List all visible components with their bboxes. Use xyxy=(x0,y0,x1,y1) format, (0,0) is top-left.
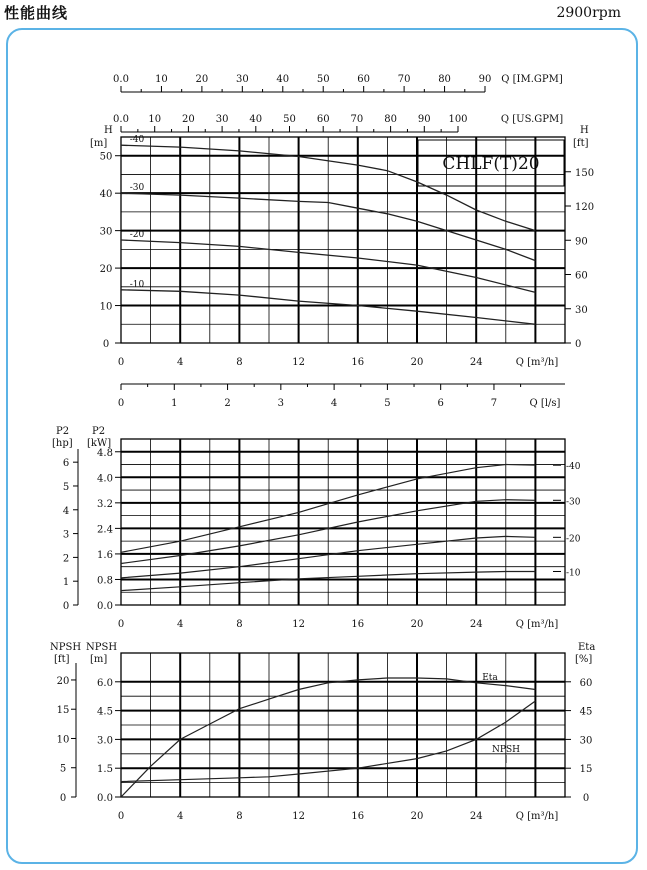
im-gpm-tick-label: 0.0 xyxy=(113,74,129,85)
ls-tick-label: 3 xyxy=(277,398,285,409)
power-kw-unit: [kW] xyxy=(87,438,112,449)
npsh-ft-letter: NPSH xyxy=(50,642,82,653)
us-gpm-tick-label: 100 xyxy=(448,114,468,125)
eta-tick-label: 60 xyxy=(579,677,593,689)
eta-tick-label: 15 xyxy=(579,764,593,776)
ls-tick-label: 6 xyxy=(437,398,444,409)
power-kw-tick-label: 0.0 xyxy=(97,601,113,612)
eta-letter: Eta xyxy=(578,642,596,653)
power-xtick-label: 0 xyxy=(117,619,125,630)
npsh-ft-tick-label: 20 xyxy=(56,675,70,687)
power-xtick-label: 8 xyxy=(236,619,243,630)
power-kw-letter: P2 xyxy=(92,426,106,437)
power-hp-tick-label: 0 xyxy=(62,601,70,612)
npsh-xtick-label: 24 xyxy=(469,811,483,822)
us-gpm-tick-label: 0.0 xyxy=(113,114,129,125)
power-kw-tick-label: 3.2 xyxy=(97,498,113,510)
power-hp-tick-label: 4 xyxy=(62,505,70,517)
npsh-ft-tick-label: 5 xyxy=(59,763,67,775)
head-ytick-label: 20 xyxy=(99,264,113,276)
npsh-ft-tick-label: 10 xyxy=(56,734,70,746)
npsh-m-tick-label: 3.0 xyxy=(97,735,113,747)
us-gpm-tick-label: 60 xyxy=(316,114,330,125)
head-ytick-label: 40 xyxy=(99,189,113,201)
power-xtick-label: 20 xyxy=(410,619,424,630)
us-gpm-tick-label: 20 xyxy=(182,114,195,125)
ls-tick-label: 7 xyxy=(490,398,498,409)
npsh-m-tick-label: 4.5 xyxy=(97,706,113,718)
head-xlabel: Q [m³/h] xyxy=(515,357,559,368)
eta-curve-label: Eta xyxy=(482,673,498,683)
head-yright-tick-label: 60 xyxy=(575,270,588,282)
power-hp-tick-label: 6 xyxy=(62,458,70,470)
npsh-m-letter: NPSH xyxy=(86,642,118,653)
power-hp-unit: [hp] xyxy=(52,438,73,449)
head-xtick-label: 4 xyxy=(177,357,184,368)
power-kw-tick-label: 4.0 xyxy=(97,473,113,485)
head-yright-unit: [ft] xyxy=(573,138,589,149)
ls-tick-label: 2 xyxy=(224,398,231,409)
head-xtick-label: 0 xyxy=(117,357,125,368)
im-gpm-tick-label: 90 xyxy=(478,74,492,85)
power-kw-tick-label: 2.4 xyxy=(97,524,113,536)
us-gpm-tick-label: 70 xyxy=(350,114,364,125)
npsh-m-tick-label: 0.0 xyxy=(97,793,113,804)
npsh-ft-unit: [ft] xyxy=(54,654,70,665)
head-yright-tick-label: 30 xyxy=(575,304,588,316)
power-xtick-label: 16 xyxy=(351,619,365,630)
us-gpm-tick-label: 90 xyxy=(417,114,431,125)
im-gpm-tick-label: 20 xyxy=(195,74,209,85)
im-gpm-tick-label: 10 xyxy=(155,74,168,85)
power-kw-tick-label: 4.8 xyxy=(97,447,113,459)
power-kw-tick-label: 0.8 xyxy=(97,575,113,587)
rated-speed-label: 2900rpm xyxy=(556,5,621,21)
npsh-xtick-label: 4 xyxy=(177,811,184,822)
power-curve-label: -40 xyxy=(566,462,581,473)
power-curve-label: -20 xyxy=(566,534,581,545)
ls-tick-label: 4 xyxy=(330,398,338,409)
head-ytick-label: 50 xyxy=(99,151,113,163)
power-hp-tick-label: 5 xyxy=(62,481,70,493)
head-curve-label: -40 xyxy=(129,135,145,146)
head-xtick-label: 8 xyxy=(236,357,243,368)
eta-tick-label: 45 xyxy=(579,706,593,718)
head-ylabel-letter: H xyxy=(104,125,113,136)
power-xtick-label: 4 xyxy=(177,619,184,630)
ls-tick-label: 0 xyxy=(117,398,125,409)
us-gpm-tick-label: 40 xyxy=(249,114,263,125)
npsh-xtick-label: 0 xyxy=(117,811,125,822)
model-label: CHLF(T)20 xyxy=(442,154,540,174)
npsh-xlabel: Q [m³/h] xyxy=(515,811,559,822)
power-curve-label: -10 xyxy=(566,568,581,579)
eta-tick-label: 0 xyxy=(582,793,590,804)
npsh-xtick-label: 8 xyxy=(236,811,243,822)
eta-tick-label: 30 xyxy=(579,735,593,747)
npsh-ft-tick-label: 15 xyxy=(56,705,70,717)
ls-tick-label: 5 xyxy=(384,398,391,409)
us-gpm-tick-label: 10 xyxy=(148,114,162,125)
power-xtick-label: 24 xyxy=(469,619,483,630)
us-gpm-tick-label: 80 xyxy=(384,114,397,125)
im-gpm-tick-label: 40 xyxy=(276,74,290,85)
power-hp-letter: P2 xyxy=(56,426,70,437)
eta-unit: [%] xyxy=(575,654,593,665)
npsh-m-tick-label: 6.0 xyxy=(97,677,113,689)
us-gpm-tick-label: 50 xyxy=(283,114,296,125)
us-gpm-label: Q [US.GPM] xyxy=(500,114,564,125)
im-gpm-label: Q [IM.GPM] xyxy=(501,74,563,85)
npsh-m-tick-label: 1.5 xyxy=(97,764,113,776)
head-yright-letter: H xyxy=(580,125,589,136)
ls-tick-label: 1 xyxy=(171,398,178,409)
head-yright-tick-label: 0 xyxy=(575,339,582,350)
head-ytick-label: 10 xyxy=(99,301,113,313)
im-gpm-tick-label: 80 xyxy=(438,74,451,85)
power-kw-tick-label: 1.6 xyxy=(97,549,113,561)
head-yright-tick-label: 90 xyxy=(575,236,588,248)
power-xlabel: Q [m³/h] xyxy=(515,619,559,630)
head-xtick-label: 16 xyxy=(351,357,365,368)
power-hp-tick-label: 2 xyxy=(62,553,70,565)
head-curve-label: -20 xyxy=(129,230,145,240)
im-gpm-tick-label: 50 xyxy=(316,74,330,85)
npsh-xtick-label: 20 xyxy=(410,811,424,822)
power-hp-tick-label: 3 xyxy=(62,529,70,541)
npsh-curve-label: NPSH xyxy=(492,745,520,755)
head-curve-label: -10 xyxy=(129,279,145,290)
us-gpm-tick-label: 30 xyxy=(215,114,229,125)
power-curve-label: -30 xyxy=(566,497,581,508)
head-xtick-label: 24 xyxy=(469,357,483,368)
head-yright-tick-label: 150 xyxy=(575,167,595,179)
head-ytick-label: 30 xyxy=(99,226,113,238)
head-xtick-label: 20 xyxy=(410,357,424,368)
im-gpm-tick-label: 70 xyxy=(397,74,411,85)
head-xtick-label: 12 xyxy=(292,357,305,368)
im-gpm-tick-label: 60 xyxy=(357,74,371,85)
power-xtick-label: 12 xyxy=(292,619,305,630)
head-ytick-label: 0 xyxy=(102,339,110,350)
head-curve-label: -30 xyxy=(129,183,145,194)
head-yright-tick-label: 120 xyxy=(575,202,595,214)
npsh-xtick-label: 12 xyxy=(292,811,305,822)
power-hp-tick-label: 1 xyxy=(62,577,70,589)
chart-page-title: 性能曲线 xyxy=(4,4,69,22)
head-ylabel-unit: [m] xyxy=(90,138,108,149)
im-gpm-tick-label: 30 xyxy=(235,74,249,85)
npsh-xtick-label: 16 xyxy=(351,811,365,822)
npsh-ft-tick-label: 0 xyxy=(59,793,67,804)
npsh-m-unit: [m] xyxy=(90,654,108,665)
ls-label: Q [l/s] xyxy=(529,398,561,409)
